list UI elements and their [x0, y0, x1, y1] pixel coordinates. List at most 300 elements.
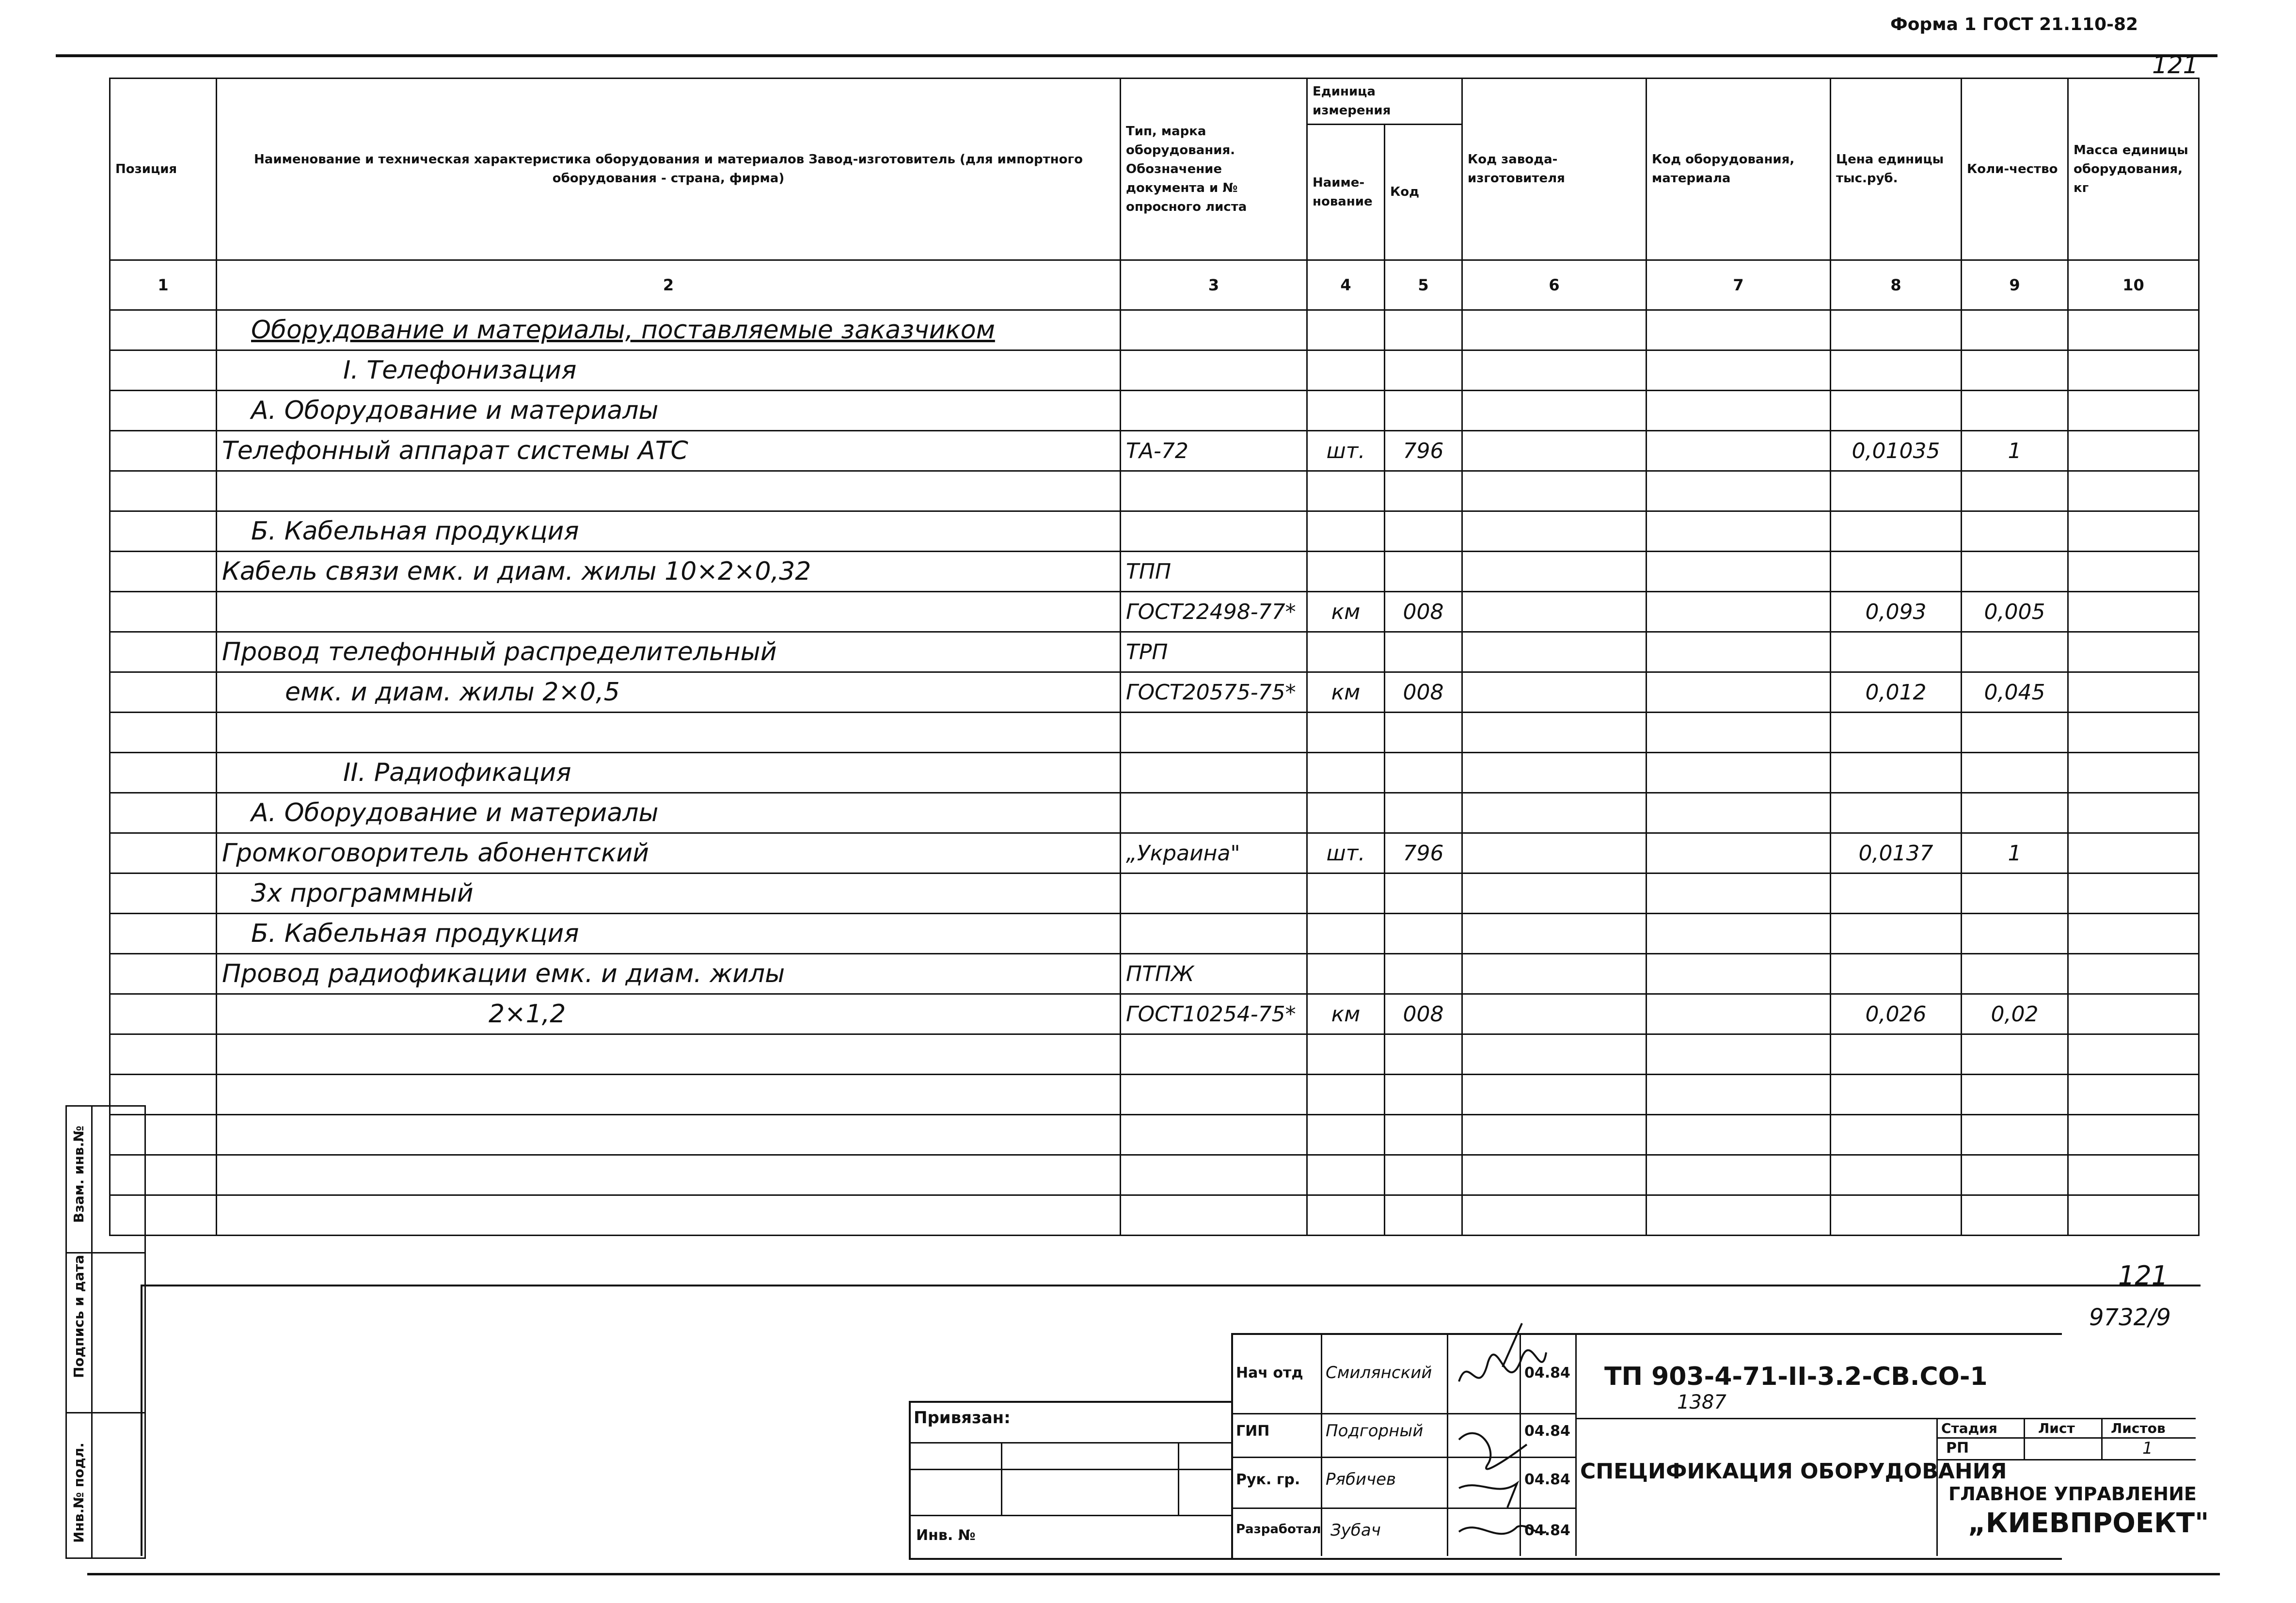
cell-unit-code [1385, 350, 1462, 391]
table-row [110, 672, 2199, 713]
cell-unit [1307, 954, 1385, 994]
cell-unit-code [1385, 511, 1462, 552]
form-label: Форма 1 ГОСТ 21.110-82 [1890, 15, 2138, 34]
cell-type [1121, 1155, 1307, 1195]
cell-unit: км [1307, 592, 1385, 632]
column-numbers-row [110, 260, 2199, 310]
table-row [110, 310, 2199, 350]
table-row [110, 350, 2199, 391]
cell-name: Кабель связи емк. и диам. жилы 10×2×0,32 [217, 552, 1121, 592]
cell-name [217, 1034, 1121, 1075]
cell-mass [2068, 1195, 2199, 1236]
cell-mass [2068, 994, 2199, 1034]
date-ruk: 04.84 [1524, 1471, 1570, 1488]
cell-mass [2068, 914, 2199, 954]
cell-position [110, 994, 217, 1034]
cell-qty [1962, 1075, 2068, 1115]
doc-title: СПЕЦИФИКАЦИЯ ОБОРУДОВАНИЯ [1580, 1459, 2007, 1484]
cell-mass [2068, 310, 2199, 350]
table-row [110, 833, 2199, 873]
cell-maker-code [1462, 954, 1647, 994]
table-row [110, 994, 2199, 1034]
cell-price [1831, 511, 1962, 552]
name-ruk: Рябичев [1326, 1470, 1396, 1489]
cell-unit: км [1307, 672, 1385, 713]
cell-equip-code [1647, 793, 1831, 833]
grid-line [909, 1515, 1231, 1516]
cell-qty: 0,045 [1962, 672, 2068, 713]
cell-maker-code [1462, 1075, 1647, 1115]
side-strip-line [67, 1252, 144, 1254]
bottom-rule [87, 1573, 2220, 1575]
cell-unit [1307, 1155, 1385, 1195]
cell-mass [2068, 954, 2199, 994]
label-nach-otd: Нач отд [1236, 1365, 1303, 1381]
table-row [110, 753, 2199, 793]
cell-qty: 0,005 [1962, 592, 2068, 632]
cell-qty [1962, 471, 2068, 511]
cell-unit [1307, 753, 1385, 793]
cell-maker-code [1462, 471, 1647, 511]
list-label: Лист [2038, 1420, 2075, 1436]
cell-maker-code [1462, 552, 1647, 592]
cell-position [110, 793, 217, 833]
cell-mass [2068, 1115, 2199, 1155]
cell-maker-code [1462, 793, 1647, 833]
cell-price [1831, 954, 1962, 994]
cell-name: II. Радиофикация [217, 753, 1121, 793]
cell-equip-code [1647, 592, 1831, 632]
cell-qty [1962, 1115, 2068, 1155]
cell-unit [1307, 914, 1385, 954]
cell-price: 0,01035 [1831, 431, 1962, 471]
cell-mass [2068, 431, 2199, 471]
side-strip-line [67, 1412, 144, 1413]
cell-mass [2068, 753, 2199, 793]
cell-mass [2068, 552, 2199, 592]
signature-mark [1459, 1433, 1527, 1469]
cell-mass [2068, 391, 2199, 431]
cell-unit-code [1385, 793, 1462, 833]
cell-name: I. Телефонизация [217, 350, 1121, 391]
cell-equip-code [1647, 310, 1831, 350]
cell-qty [1962, 873, 2068, 914]
cell-unit [1307, 1075, 1385, 1115]
cell-qty [1962, 954, 2068, 994]
cell-name: Телефонный аппарат системы АТС [217, 431, 1121, 471]
table-row [110, 914, 2199, 954]
cell-maker-code [1462, 994, 1647, 1034]
side-label-signature: Подпись и дата [71, 1254, 87, 1378]
cell-price [1831, 793, 1962, 833]
cell-qty [1962, 914, 2068, 954]
cell-type [1121, 471, 1307, 511]
header-maker-code: Код завода-изготовителя [1462, 79, 1647, 260]
table-row [110, 471, 2199, 511]
cell-unit [1307, 873, 1385, 914]
cell-qty [1962, 753, 2068, 793]
cell-qty [1962, 511, 2068, 552]
cell-unit-code [1385, 1155, 1462, 1195]
table-row [110, 391, 2199, 431]
cell-price: 0,093 [1831, 592, 1962, 632]
cell-qty [1962, 713, 2068, 753]
name-nach-otd: Смилянский [1326, 1363, 1432, 1382]
cell-unit [1307, 350, 1385, 391]
date-nach-otd: 04.84 [1524, 1365, 1570, 1381]
cell-maker-code [1462, 1195, 1647, 1236]
cell-maker-code [1462, 350, 1647, 391]
cell-unit-code [1385, 1075, 1462, 1115]
cell-unit [1307, 793, 1385, 833]
org-line2: „КИЕВПРОЕКТ" [1968, 1508, 2209, 1539]
cell-maker-code [1462, 672, 1647, 713]
table-row [110, 1155, 2199, 1195]
cell-type [1121, 793, 1307, 833]
cell-price [1831, 471, 1962, 511]
cell-unit: км [1307, 994, 1385, 1034]
cell-name: Громкоговоритель абонентский [217, 833, 1121, 873]
cell-position [110, 914, 217, 954]
cell-unit-code [1385, 954, 1462, 994]
col-num: 7 [1647, 260, 1831, 310]
privyazan-label: Привязан: [914, 1408, 1011, 1428]
cell-unit-code [1385, 552, 1462, 592]
cell-unit-code [1385, 310, 1462, 350]
cell-mass [2068, 632, 2199, 672]
cell-position [110, 672, 217, 713]
date-gip: 04.84 [1524, 1423, 1570, 1440]
name-gip: Подгорный [1326, 1421, 1424, 1441]
table-row [110, 873, 2199, 914]
cell-equip-code [1647, 1155, 1831, 1195]
cell-unit [1307, 1115, 1385, 1155]
header-unit-group: Единица измерения [1307, 79, 1462, 125]
cell-position [110, 713, 217, 753]
cell-maker-code [1462, 592, 1647, 632]
table-row [110, 1075, 2199, 1115]
cell-unit-code [1385, 1115, 1462, 1155]
cell-unit-code [1385, 1034, 1462, 1075]
label-gip: ГИП [1236, 1423, 1270, 1440]
cell-equip-code [1647, 471, 1831, 511]
cell-mass [2068, 1155, 2199, 1195]
grid-line [1001, 1442, 1002, 1515]
doc-code: ТП 903-4-71-II-3.2-СВ.СО-1 [1604, 1362, 1988, 1391]
cell-qty [1962, 350, 2068, 391]
cell-unit [1307, 552, 1385, 592]
stadia-value: РП [1946, 1440, 1969, 1457]
grid-line [909, 1442, 1231, 1444]
cell-name: Б. Кабельная продукция [217, 914, 1121, 954]
cell-unit [1307, 1195, 1385, 1236]
cell-price [1831, 873, 1962, 914]
grid-line [1575, 1333, 1577, 1556]
cell-qty [1962, 1034, 2068, 1075]
stadia-label: Стадия [1941, 1420, 1997, 1436]
header-qty: Коли-чество [1962, 79, 2068, 260]
cell-type [1121, 914, 1307, 954]
cell-unit-code: 008 [1385, 672, 1462, 713]
cell-price [1831, 1155, 1962, 1195]
title-block-left-line [141, 1285, 143, 1556]
cell-type: ГОСТ22498-77* [1121, 592, 1307, 632]
cell-name [217, 1195, 1121, 1236]
name-razrab: Зубач [1330, 1521, 1381, 1540]
label-razrab: Разработал [1236, 1522, 1321, 1537]
cell-mass [2068, 511, 2199, 552]
cell-position [110, 592, 217, 632]
org-line1: ГЛАВНОЕ УПРАВЛЕНИЕ [1948, 1483, 2197, 1505]
inv-label: Инв. № [916, 1527, 976, 1544]
cell-unit [1307, 391, 1385, 431]
cell-price [1831, 310, 1962, 350]
grid-line [909, 1469, 1231, 1470]
cell-equip-code [1647, 713, 1831, 753]
cell-qty [1962, 632, 2068, 672]
cell-position [110, 511, 217, 552]
cell-type: ТРП [1121, 632, 1307, 672]
cell-unit [1307, 511, 1385, 552]
cell-qty [1962, 552, 2068, 592]
cell-equip-code [1647, 431, 1831, 471]
cell-qty [1962, 310, 2068, 350]
cell-unit-code [1385, 873, 1462, 914]
header-name: Наименование и техническая характеристика оборудования и материалов Завод-изготовитель (для импортного оборудования - страна, фирма) [217, 79, 1121, 260]
cell-mass [2068, 713, 2199, 753]
page-number: 121 [2118, 1260, 2169, 1291]
cell-unit [1307, 1034, 1385, 1075]
col-num: 8 [1831, 260, 1962, 310]
cell-unit-code: 008 [1385, 592, 1462, 632]
cell-type [1121, 1034, 1307, 1075]
table-row [110, 793, 2199, 833]
cell-qty [1962, 391, 2068, 431]
signature-mark [1459, 1526, 1546, 1534]
cell-mass [2068, 1034, 2199, 1075]
cell-position [110, 632, 217, 672]
doc-ref: 9732/9 [2089, 1304, 2171, 1331]
cell-qty [1962, 1195, 2068, 1236]
cell-name [217, 1115, 1121, 1155]
table-row [110, 431, 2199, 471]
signatures [1449, 1304, 1556, 1556]
col-num: 9 [1962, 260, 2068, 310]
col-num: 3 [1121, 260, 1307, 310]
cell-unit [1307, 713, 1385, 753]
cell-mass [2068, 471, 2199, 511]
cell-type: ПТПЖ [1121, 954, 1307, 994]
grid-line [1575, 1418, 2196, 1419]
header-type: Тип, марка оборудования. Обозначение документа и № опросного листа [1121, 79, 1307, 260]
table-row [110, 713, 2199, 753]
table-row [110, 1034, 2199, 1075]
cell-mass [2068, 793, 2199, 833]
cell-type [1121, 753, 1307, 793]
cell-name [217, 1075, 1121, 1115]
cell-unit [1307, 632, 1385, 672]
date-razrab: 04.84 [1524, 1522, 1570, 1539]
side-strip-divider [91, 1107, 93, 1557]
cell-name: емк. и диам. жилы 2×0,5 [217, 672, 1121, 713]
cell-name: Провод телефонный распределительный [217, 632, 1121, 672]
cell-unit-code: 008 [1385, 994, 1462, 1034]
cell-equip-code [1647, 1034, 1831, 1075]
cell-equip-code [1647, 954, 1831, 994]
cell-qty [1962, 1155, 2068, 1195]
sheet-corner-number: 121 [2152, 51, 2199, 79]
cell-unit-code [1385, 632, 1462, 672]
header-unit-code: Код [1385, 125, 1462, 260]
cell-position [110, 471, 217, 511]
cell-unit [1307, 310, 1385, 350]
cell-position [110, 833, 217, 873]
cell-equip-code [1647, 994, 1831, 1034]
cell-maker-code [1462, 511, 1647, 552]
cell-unit-code: 796 [1385, 833, 1462, 873]
cell-name: Б. Кабельная продукция [217, 511, 1121, 552]
cell-equip-code [1647, 391, 1831, 431]
cell-price [1831, 753, 1962, 793]
cell-unit-code: 796 [1385, 431, 1462, 471]
cell-position [110, 873, 217, 914]
table-row [110, 954, 2199, 994]
cell-price [1831, 713, 1962, 753]
cell-name [217, 592, 1121, 632]
cell-price [1831, 391, 1962, 431]
col-num: 2 [217, 260, 1121, 310]
table-row [110, 511, 2199, 552]
cell-equip-code [1647, 753, 1831, 793]
cell-type [1121, 713, 1307, 753]
cell-price [1831, 632, 1962, 672]
cell-price [1831, 1034, 1962, 1075]
cell-qty: 0,02 [1962, 994, 2068, 1034]
cell-maker-code [1462, 632, 1647, 672]
cell-type [1121, 511, 1307, 552]
col-num: 5 [1385, 260, 1462, 310]
cell-type: ТА-72 [1121, 431, 1307, 471]
cell-unit: шт. [1307, 431, 1385, 471]
cell-qty: 1 [1962, 833, 2068, 873]
cell-type: „Украина" [1121, 833, 1307, 873]
cell-unit-code [1385, 914, 1462, 954]
listov-label: Листов [2111, 1420, 2166, 1436]
cell-equip-code [1647, 914, 1831, 954]
cell-maker-code [1462, 833, 1647, 873]
cell-equip-code [1647, 1075, 1831, 1115]
cell-mass [2068, 873, 2199, 914]
cell-price: 0,026 [1831, 994, 1962, 1034]
cell-type [1121, 310, 1307, 350]
table-row [110, 1195, 2199, 1236]
cell-type [1121, 1195, 1307, 1236]
table-row [110, 1115, 2199, 1155]
cell-unit-code [1385, 1195, 1462, 1236]
cell-type: ГОСТ20575-75* [1121, 672, 1307, 713]
cell-maker-code [1462, 391, 1647, 431]
cell-position [110, 1034, 217, 1075]
col-num: 1 [110, 260, 217, 310]
cell-position [110, 954, 217, 994]
header-price: Цена единицы тыс.руб. [1831, 79, 1962, 260]
cell-qty [1962, 793, 2068, 833]
cell-price: 0,012 [1831, 672, 1962, 713]
cell-maker-code [1462, 873, 1647, 914]
cell-position [110, 431, 217, 471]
cell-position [110, 350, 217, 391]
cell-equip-code [1647, 632, 1831, 672]
cell-type [1121, 1075, 1307, 1115]
cell-maker-code [1462, 431, 1647, 471]
cell-price [1831, 914, 1962, 954]
cell-name [217, 1155, 1121, 1195]
cell-type [1121, 873, 1307, 914]
cell-unit-code [1385, 713, 1462, 753]
top-rule [56, 54, 2217, 57]
cell-price [1831, 1195, 1962, 1236]
cell-position [110, 753, 217, 793]
cell-type [1121, 391, 1307, 431]
cell-maker-code [1462, 1034, 1647, 1075]
grid-line [1936, 1437, 2196, 1439]
cell-equip-code [1647, 1115, 1831, 1155]
cell-price [1831, 1075, 1962, 1115]
cell-unit [1307, 471, 1385, 511]
cell-name: А. Оборудование и материалы [217, 391, 1121, 431]
grid-line [1936, 1459, 2196, 1460]
cell-mass [2068, 672, 2199, 713]
specification-table [109, 78, 2200, 1236]
cell-name [217, 713, 1121, 753]
cell-maker-code [1462, 753, 1647, 793]
cell-maker-code [1462, 310, 1647, 350]
cell-price [1831, 552, 1962, 592]
table-row [110, 592, 2199, 632]
cell-name: Оборудование и материалы, поставляемые заказчиком [217, 310, 1121, 350]
cell-mass [2068, 1075, 2199, 1115]
side-label-replaces: Взам. инв.№ [71, 1126, 87, 1223]
cell-type [1121, 350, 1307, 391]
cell-mass [2068, 592, 2199, 632]
cell-unit-code [1385, 391, 1462, 431]
cell-unit-code [1385, 753, 1462, 793]
cell-unit: шт. [1307, 833, 1385, 873]
cell-equip-code [1647, 833, 1831, 873]
cell-type [1121, 1115, 1307, 1155]
cell-type: ТПП [1121, 552, 1307, 592]
cell-equip-code [1647, 672, 1831, 713]
table-row [110, 552, 2199, 592]
cell-position [110, 310, 217, 350]
cell-qty: 1 [1962, 431, 2068, 471]
table-row [110, 632, 2199, 672]
cell-maker-code [1462, 1115, 1647, 1155]
cell-maker-code [1462, 914, 1647, 954]
cell-type: ГОСТ10254-75* [1121, 994, 1307, 1034]
cell-name: 2×1,2 [217, 994, 1121, 1034]
cell-equip-code [1647, 1195, 1831, 1236]
signature-mark [1459, 1483, 1517, 1508]
cell-price [1831, 1115, 1962, 1155]
signature-mark [1503, 1323, 1522, 1367]
grid-line [1447, 1333, 1448, 1556]
header-equip-code: Код оборудования, материала [1647, 79, 1831, 260]
cell-equip-code [1647, 552, 1831, 592]
cell-name: А. Оборудование и материалы [217, 793, 1121, 833]
cell-mass [2068, 833, 2199, 873]
cell-maker-code [1462, 1155, 1647, 1195]
